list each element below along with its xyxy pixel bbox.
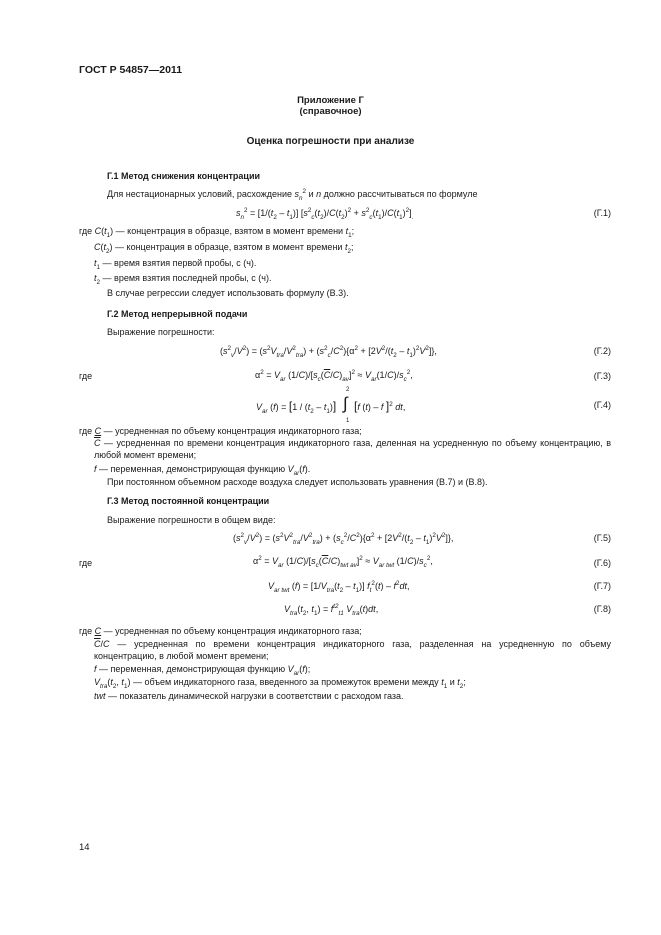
- equation-g5: $(s^2_v/V^2) = (s^2V^2_{tra}/V^2_{tra}) + (s_c^2/C^2)\{\alpha^2 + [2V^2/(t_2 - t_1)^2V^2]\}$,: [233, 532, 454, 546]
- section-heading-g2: Г.2 Метод непрерывной подачи: [107, 309, 248, 319]
- page-number: 14: [79, 842, 90, 853]
- note-constant-flow: При постоянном объемном расходе воздуха следует использовать уравнения (В.7) и (В.8).: [107, 477, 488, 487]
- document-code: ГОСТ Р 54857—2011: [79, 64, 183, 76]
- equation-number-g2: (Г.2): [593, 346, 611, 356]
- equation-g6: $\alpha^2 = V_{ar}$ $(1/C)/[s_c(\overline{C}/C)_{twt av}]^2 \approx V_{ar twt}$ $(1/C)/s_c^2$,: [253, 555, 433, 569]
- appendix-subtitle: (справочное): [299, 106, 362, 117]
- definition-twt: twt — показатель динамической нагрузки в соответствии с расходом газа.: [94, 691, 404, 701]
- definition-c-volume: где C — усредненная по объему концентрация индикаторного газа;: [79, 426, 362, 436]
- equation-number-g6: (Г.6): [593, 558, 611, 568]
- appendix-title: Приложение Г: [297, 95, 364, 106]
- definition-f-g3: f — переменная, демонстрирующая функцию $V_{ar}(f)$;: [94, 664, 311, 677]
- equation-number-g4: (Г.4): [593, 400, 611, 410]
- equation-g4: $V_{ar}$ $(f) = [1 / (t_2 - t_1)]$ 2 ∫ 1 [f (t) – f ]$^2$ dt,: [256, 387, 406, 424]
- paragraph-intro: Для нестационарных условий, расхождение $s_n^2$ и n должно рассчитываться по формуле: [107, 188, 478, 202]
- definition-t2: $t_2$ — время взятия последней пробы, с (ч).: [94, 273, 272, 286]
- definition-f: f — переменная, демонстрирующая функцию $V_{ar}(f)$.: [94, 464, 311, 477]
- equation-number-g7: (Г.7): [593, 581, 611, 591]
- definition-vtra: $V_{tra}(t_2$, $t_1$) — объем индикаторного газа, введенного за промежуток времени между $t_1$ и $t_2$;: [94, 677, 466, 690]
- definition-c-time: $\overline{C}$ — усредненная по времени концентрация индикаторного газа, деленная на усредненную по объему концентрацию, в любой момент времени;: [94, 438, 611, 461]
- equation-g7: $V_{ar twt}$ $(f) = [1/V_{tra}(t_2 - t_1)]$ $f_t^2(t) - f^2dt$,: [268, 580, 410, 594]
- equation-g3: $\alpha^2 = V_{ar}$ $(1/C)/[s_c(\overline{C}/C)_{av}]^2 \approx V_{ar}(1/C)/s_c^2$,: [255, 369, 413, 383]
- section-heading-g3: Г.3 Метод постоянной концентрации: [107, 496, 270, 506]
- equation-number-g5: (Г.5): [593, 533, 611, 543]
- definition-c-t1: где $C(t_1)$ — концентрация в образце, взятом в момент времени $t_1$;: [79, 226, 355, 239]
- equation-number-g3: (Г.3): [593, 371, 611, 381]
- where-label-g3: где: [79, 371, 93, 381]
- where-label-g6: где: [79, 558, 93, 568]
- section-heading-g1: Г.1 Метод снижения концентрации: [107, 171, 261, 181]
- equation-number-g1: (Г.1): [593, 208, 611, 218]
- main-heading: Оценка погрешности при анализе: [246, 136, 415, 147]
- definition-t1: $t_1$ — время взятия первой пробы, с (ч).: [94, 258, 257, 271]
- expression-label-g3: Выражение погрешности в общем виде:: [107, 515, 276, 525]
- note-regression: В случае регрессии следует использовать формулу (В.3).: [107, 288, 349, 298]
- equation-g1: $s_n^2 = [1/(t_2 - t_1)] [s^2_c(t_2)/C(t_2)^2 + s^2_c(t_1)/C(t_1)^2]_.$: [236, 207, 414, 221]
- definition-c-t2: $C(t_2)$ — концентрация в образце, взятом в момент времени $t_2$;: [94, 242, 354, 255]
- definition-c-volume-g3: где C — усредненная по объему концентрация индикаторного газа;: [79, 626, 362, 636]
- equation-g8: $V_{tra}(t_2$, $t_1) = f^{t2}_{t1}$ $V_{tra}(t)dt$,: [284, 603, 379, 617]
- expression-label-g2: Выражение погрешности:: [107, 327, 215, 337]
- equation-g2: $(s^2_v/V^2) = (s^2V_{tra}/V^2_{tra}) + (s^2_c/C^2)\{\alpha^2 + [2V^2/(t_2 - t_1)^2V^2]\}$,: [220, 345, 437, 359]
- definition-c-ratio: $\overline{C}/C$ — усредненная по времени концентрация индикаторного газа, разделенная на усредненную по объему концентрацию, в любой момент времени;: [94, 639, 611, 662]
- equation-number-g8: (Г.8): [593, 604, 611, 614]
